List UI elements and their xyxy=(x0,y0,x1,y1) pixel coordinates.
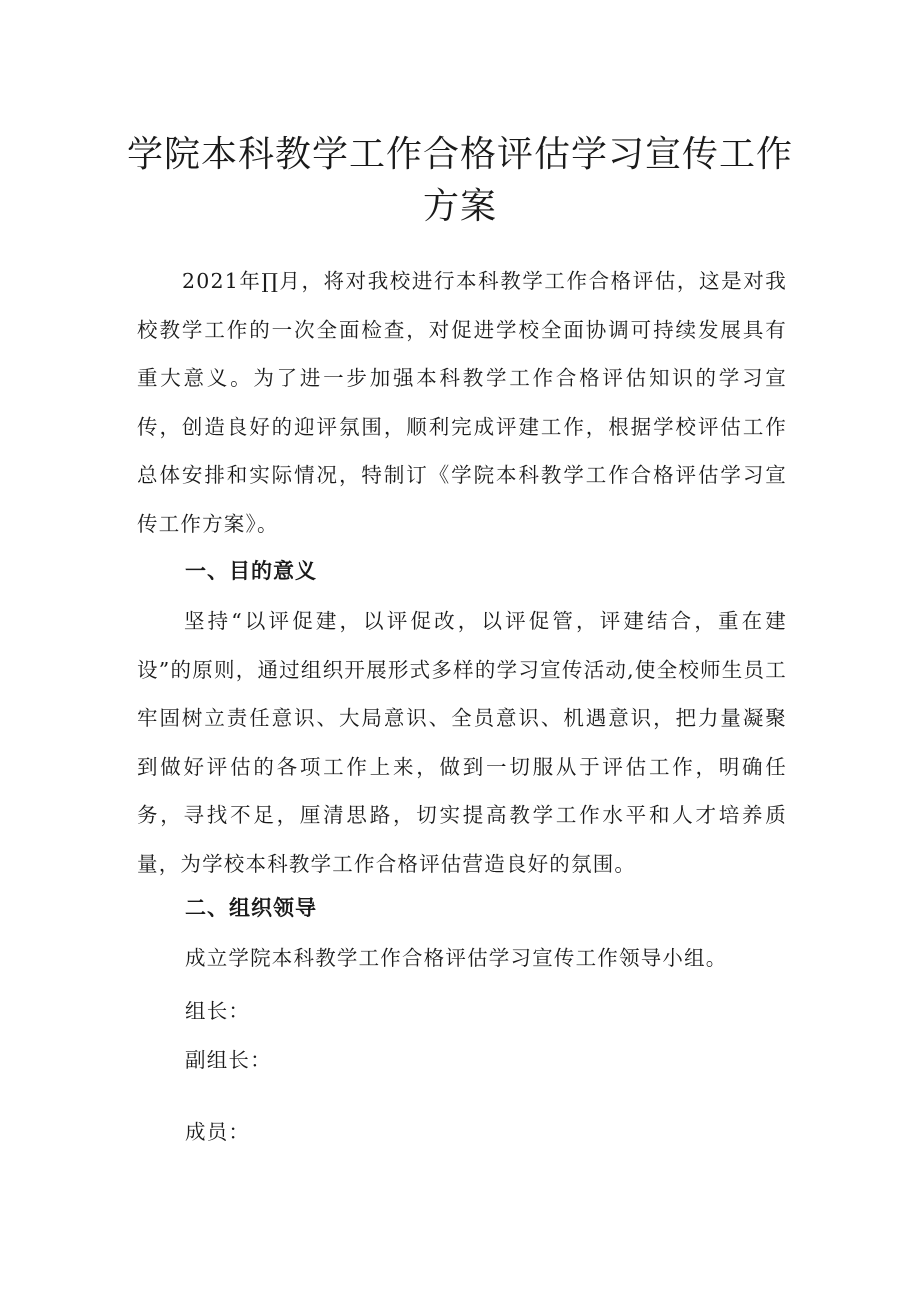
intro-paragraph xyxy=(137,257,787,549)
deputy-leader-label: 副组长： xyxy=(185,1048,272,1072)
section-2-heading: 二、组织领导 xyxy=(185,896,317,920)
document-title-line-1: 学院本科教学工作合格评估学习宣传工作 xyxy=(126,134,793,175)
members-label: 成员： xyxy=(185,1120,251,1144)
document-title-line-2: 方案 xyxy=(422,186,497,227)
section-1-paragraph xyxy=(137,597,787,889)
section-1-heading: 一、目的意义 xyxy=(185,559,317,583)
intro-paragraph-text: 2021年∏月，将对我校进行本科教学工作合格评估，这是对我校教学工作的一次全面检查，对促进学校全面协调可持续发展具有重大意义。为了进一步加强本科教学工作合格评估知识的学习宣传，创造良好的迎评氛围，顺利完成评建工作，根据学校评估工作总体安排和实际情况，特制订《学院本科教学工作合格评估学习宣传工作方案》。 xyxy=(137,269,787,536)
section-1-paragraph-text: 坚持“以评促建，以评促改，以评促管，评建结合，重在建设”的原则，通过组织开展形式多样的学习宣传活动,使全校师生员工牢固树立责任意识、大局意识、全员意识、机遇意识，把力量凝聚到做好评估的各项工作上来，做到一切服从于评估工作，明确任务，寻找不足，厘清思路，切实提高教学工作水平和人才培养质量，为学校本科教学工作合格评估营造良好的氛围。 xyxy=(137,609,787,876)
leader-label: 组长： xyxy=(185,999,251,1023)
section-2-intro: 成立学院本科教学工作合格评估学习宣传工作领导小组。 xyxy=(185,946,728,970)
